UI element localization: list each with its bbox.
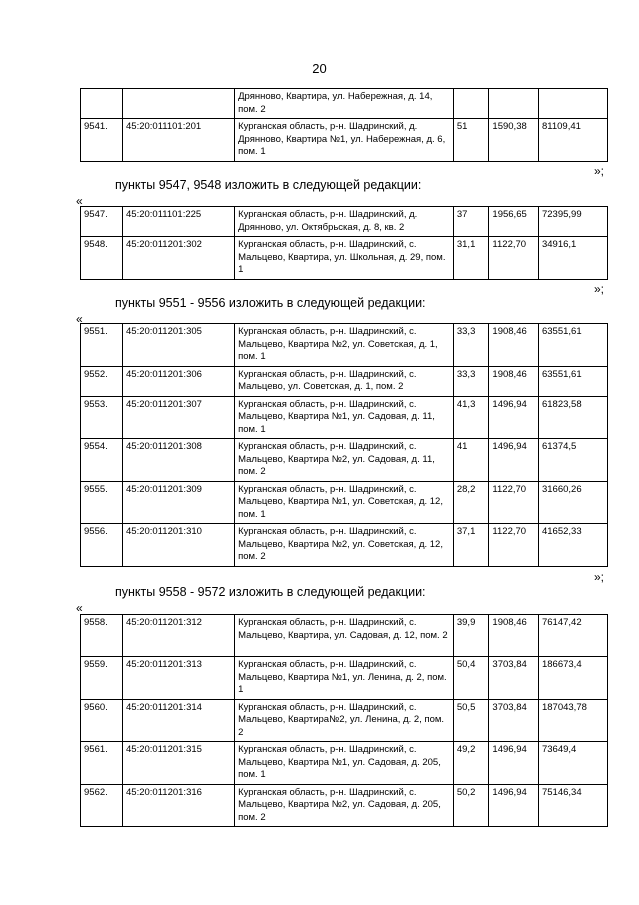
table-row — [81, 524, 608, 567]
row-number-cell: 9556. — [81, 524, 123, 567]
table-row — [81, 481, 608, 524]
value-cell: 186673,4 — [538, 657, 607, 700]
row-number-cell: 9552. — [81, 366, 123, 396]
value-cell: 34916,1 — [538, 237, 607, 280]
rate-cell: 1908,46 — [489, 615, 539, 657]
table-row — [81, 366, 608, 396]
area-cell: 49,2 — [453, 742, 489, 785]
area-cell: 41,3 — [453, 396, 489, 439]
cadastral-number-cell: 45:20:011201:306 — [123, 366, 235, 396]
cadastral-number-cell: 45:20:011201:315 — [123, 742, 235, 785]
row-number-cell: 9553. — [81, 396, 123, 439]
rate-cell: 1908,46 — [489, 366, 539, 396]
area-cell: 50,5 — [453, 699, 489, 742]
cadastral-number-cell: 45:20:011201:308 — [123, 439, 235, 482]
value-cell: 81109,41 — [538, 119, 607, 162]
rate-cell: 1590,38 — [489, 119, 539, 162]
table-row — [81, 324, 608, 367]
row-number-cell: 9561. — [81, 742, 123, 785]
value-cell: 61374,5 — [538, 439, 607, 482]
cadastral-number-cell: 45:20:011101:201 — [123, 119, 235, 162]
address-cell: Курганская область, р-н. Шадринский, с. Мальцево, ул. Советская, д. 1, пом. 2 — [235, 366, 454, 396]
cadastral-number-cell: 45:20:011201:314 — [123, 699, 235, 742]
address-cell: Курганская область, р-н. Шадринский, с. Мальцево, Квартира №2, ул. Садовая, д. 11, пом. 2 — [235, 439, 454, 482]
registry-table-continued — [80, 88, 608, 162]
rate-cell: 1496,94 — [489, 784, 539, 827]
area-cell: 51 — [453, 119, 489, 162]
area-cell: 33,3 — [453, 366, 489, 396]
address-cell: Курганская область, р-н. Шадринский, с. Мальцево, Квартира №1, ул. Садовая, д. 11, пом. 1 — [235, 396, 454, 439]
address-cell: Курганская область, р-н. Шадринский, с. Мальцево, Квартира №1, ул. Советская, д. 12, пом. 1 — [235, 481, 454, 524]
area-cell: 28,2 — [453, 481, 489, 524]
address-cell: Курганская область, р-н. Шадринский, д. Дрянново, ул. Октябрьская, д. 8, кв. 2 — [235, 207, 454, 237]
area-cell: 33,3 — [453, 324, 489, 367]
cadastral-number-cell: 45:20:011201:312 — [123, 615, 235, 657]
table-row — [81, 237, 608, 280]
amendment-instruction: пункты 9551 - 9556 изложить в следующей редакции: — [115, 296, 426, 310]
area-cell: 41 — [453, 439, 489, 482]
rate-cell: 3703,84 — [489, 699, 539, 742]
row-number-cell: 9559. — [81, 657, 123, 700]
address-cell: Курганская область, р-н. Шадринский, с. Мальцево, Квартира, ул. Школьная, д. 29, пом. 1 — [235, 237, 454, 280]
cadastral-number-cell: 45:20:011201:309 — [123, 481, 235, 524]
table-row — [81, 615, 608, 657]
rate-cell: 3703,84 — [489, 657, 539, 700]
address-cell: Курганская область, р-н. Шадринский, с. Мальцево, Квартира №1, ул. Садовая, д. 205, пом. 1 — [235, 742, 454, 785]
rate-cell: 1496,94 — [489, 396, 539, 439]
address-cell: Курганская область, р-н. Шадринский, с. Мальцево, Квартира №2, ул. Советская, д. 12, пом. 2 — [235, 524, 454, 567]
closing-quote: »; — [594, 570, 605, 584]
row-number-cell: 9555. — [81, 481, 123, 524]
row-number-cell: 9548. — [81, 237, 123, 280]
address-cell: Курганская область, р-н. Шадринский, с. Мальцево, Квартира, ул. Садовая, д. 12, пом. 2 — [235, 615, 454, 657]
rate-cell — [489, 89, 539, 119]
rate-cell: 1122,70 — [489, 237, 539, 280]
rate-cell: 1956,65 — [489, 207, 539, 237]
opening-quote: « — [76, 312, 83, 326]
closing-quote: »; — [594, 282, 605, 296]
area-cell: 50,2 — [453, 784, 489, 827]
row-number-cell: 9551. — [81, 324, 123, 367]
registry-table-9558 — [80, 614, 608, 827]
table-row — [81, 699, 608, 742]
value-cell: 73649,4 — [538, 742, 607, 785]
row-number-cell: 9562. — [81, 784, 123, 827]
address-cell: Дрянново, Квартира, ул. Набережная, д. 14, пом. 2 — [235, 89, 454, 119]
value-cell — [538, 89, 607, 119]
table-row — [81, 396, 608, 439]
row-number-cell: 9547. — [81, 207, 123, 237]
cadastral-number-cell: 45:20:011201:305 — [123, 324, 235, 367]
area-cell: 37 — [453, 207, 489, 237]
registry-table-9551 — [80, 323, 608, 567]
cadastral-number-cell: 45:20:011201:316 — [123, 784, 235, 827]
value-cell: 31660,26 — [538, 481, 607, 524]
value-cell: 75146,34 — [538, 784, 607, 827]
value-cell: 41652,33 — [538, 524, 607, 567]
registry-table-9547 — [80, 206, 608, 280]
opening-quote: « — [76, 601, 83, 615]
table-row — [81, 207, 608, 237]
amendment-instruction: пункты 9547, 9548 изложить в следующей редакции: — [115, 178, 422, 192]
address-cell: Курганская область, р-н. Шадринский, с. Мальцево, Квартира №1, ул. Ленина, д. 2, пом. 1 — [235, 657, 454, 700]
row-number-cell: 9558. — [81, 615, 123, 657]
address-cell: Курганская область, р-н. Шадринский, д. Дрянново, Квартира №1, ул. Набережная, д. 6, пом. 1 — [235, 119, 454, 162]
rate-cell: 1908,46 — [489, 324, 539, 367]
area-cell: 31,1 — [453, 237, 489, 280]
value-cell: 63551,61 — [538, 366, 607, 396]
address-cell: Курганская область, р-н. Шадринский, с. Мальцево, Квартира№2, ул. Ленина, д. 2, пом. 2 — [235, 699, 454, 742]
value-cell: 61823,58 — [538, 396, 607, 439]
table-row — [81, 439, 608, 482]
table-row — [81, 657, 608, 700]
value-cell: 72395,99 — [538, 207, 607, 237]
table-row — [81, 742, 608, 785]
table-row — [81, 89, 608, 119]
table-row — [81, 784, 608, 827]
rate-cell: 1496,94 — [489, 742, 539, 785]
cadastral-number-cell: 45:20:011201:307 — [123, 396, 235, 439]
area-cell — [453, 89, 489, 119]
address-cell: Курганская область, р-н. Шадринский, с. Мальцево, Квартира №2, ул. Советская, д. 1, пом. 1 — [235, 324, 454, 367]
cadastral-number-cell: 45:20:011101:225 — [123, 207, 235, 237]
cadastral-number-cell: 45:20:011201:310 — [123, 524, 235, 567]
cadastral-number-cell — [123, 89, 235, 119]
page-number: 20 — [312, 61, 327, 76]
address-cell: Курганская область, р-н. Шадринский, с. Мальцево, Квартира №2, ул. Садовая, д. 205, пом. 2 — [235, 784, 454, 827]
cadastral-number-cell: 45:20:011201:313 — [123, 657, 235, 700]
value-cell: 76147,42 — [538, 615, 607, 657]
rate-cell: 1122,70 — [489, 524, 539, 567]
table-row — [81, 119, 608, 162]
rate-cell: 1122,70 — [489, 481, 539, 524]
area-cell: 39,9 — [453, 615, 489, 657]
area-cell: 37,1 — [453, 524, 489, 567]
row-number-cell: 9560. — [81, 699, 123, 742]
area-cell: 50,4 — [453, 657, 489, 700]
opening-quote: « — [76, 194, 83, 208]
row-number-cell: 9541. — [81, 119, 123, 162]
rate-cell: 1496,94 — [489, 439, 539, 482]
value-cell: 63551,61 — [538, 324, 607, 367]
row-number-cell — [81, 89, 123, 119]
row-number-cell: 9554. — [81, 439, 123, 482]
amendment-instruction: пункты 9558 - 9572 изложить в следующей редакции: — [115, 585, 426, 599]
cadastral-number-cell: 45:20:011201:302 — [123, 237, 235, 280]
closing-quote: »; — [594, 164, 605, 178]
value-cell: 187043,78 — [538, 699, 607, 742]
